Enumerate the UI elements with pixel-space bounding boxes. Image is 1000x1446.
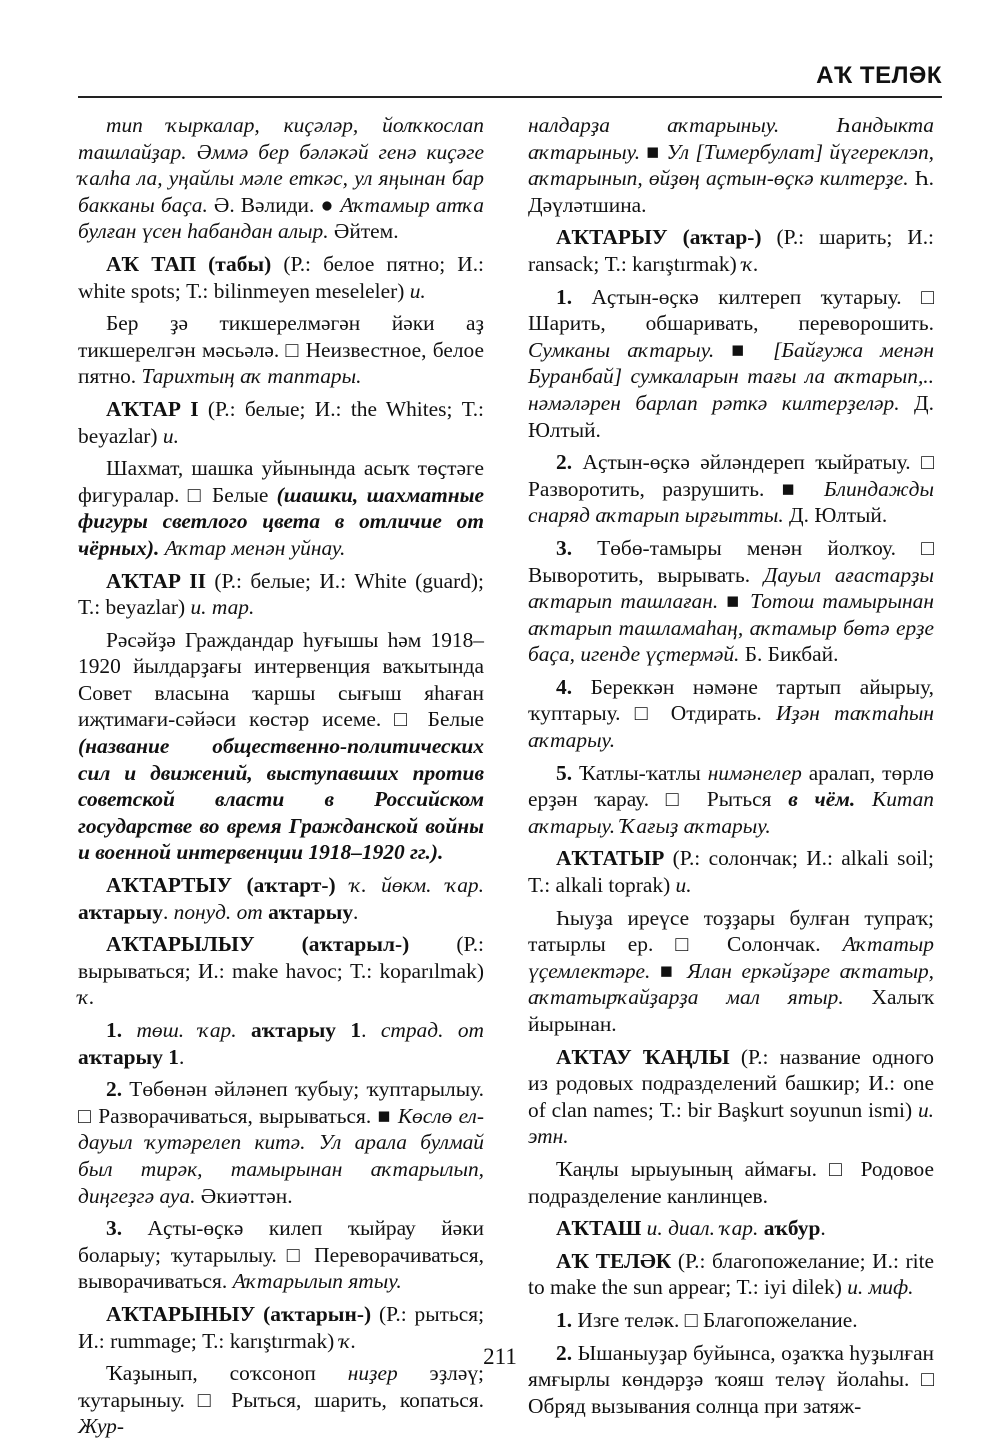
entry-text: и. [409, 278, 426, 303]
running-title: АҠ ТЕЛӘК [816, 62, 942, 89]
entry-text: Иҙән таҡтаһын аҡтарыу. [528, 701, 934, 753]
entry-text: ҡ. [78, 985, 95, 1010]
dictionary-entry [528, 1215, 934, 1242]
entry-text: 5. [556, 760, 579, 785]
entry-text: и. [675, 873, 692, 898]
entry-text: Әйтем. [328, 219, 399, 244]
entry-text: АҠТАРЫЛЫУ (аҡтарыл-) [106, 932, 410, 957]
entry-text: Шахмат, шашка уйынында асыҡ төҫтәге фигуралар. □ Белые [78, 456, 484, 507]
entry-text: . [361, 1018, 381, 1042]
entry-text: ■ [650, 958, 687, 983]
entry-text: (Р.: благопожелание; И.: rite to make the sun appear; Т.: iyi dilek) [528, 1248, 935, 1300]
entry-text: нимәнелер [707, 760, 802, 785]
dictionary-entry [528, 112, 934, 218]
dictionary-entry [528, 845, 934, 898]
entry-text: тип ҡыркалар, киҫәләр, йолҡкослап ташлайҙар. Әммә бер бәләкәй генә киҫәге ҡалһа ла, уңайлы мәле еткәс, ул яңынан бар бакканы баҫа. [78, 113, 484, 217]
entry-text: 1. [556, 284, 592, 309]
entry-text: АҠТАТЫР [556, 846, 665, 871]
entry-text: Блиндажды снаряд аҡтарып ырғытты. [528, 476, 934, 528]
entry-text: понуд. от [173, 899, 263, 924]
entry-text: Ҡатлы-ҡатлы [578, 760, 708, 785]
dictionary-entry [78, 931, 484, 1011]
dictionary-entry [528, 1044, 934, 1150]
entry-text: и. [162, 423, 179, 448]
entry-text: (Р.: белое пятно; И.: white spots; Т.: bilinmeyen meseleler) [78, 251, 484, 303]
dictionary-entry [78, 455, 484, 561]
entry-text: 1. [106, 1018, 137, 1042]
entry-text: ҡ. [339, 1328, 357, 1353]
entry-text: эҙләү; ҡутарыныу. □ Рыться, шарить, копаться. [78, 1361, 484, 1412]
entry-text: [Байғужа менән Буранбай] сумкаларын тағы ла аҡтарып,.. нәмәләрен барлап рәткә килтерҙеләр. [528, 337, 934, 415]
entry-text: АҠТАШ [556, 1216, 642, 1241]
entry-text: Аҡтарылып ятыу. [232, 1269, 402, 1294]
entry-text: ■ [640, 139, 667, 164]
entry-text: (Р.: шарить; И.: ransack; Т.: karıştırmak) [528, 225, 934, 276]
entry-text: Рәсәйҙә Граждандар һуғышы һәм 1918–1920 йылдарҙағы интервенция ваҡытында Совет власына ҡаршы сығыш яһаған иҗтимағи-сәйәси көстәр исеме. □ Белые [78, 627, 484, 732]
entry-text: . [162, 899, 174, 924]
page-number: 211 [483, 1344, 517, 1369]
entry-text: ■ [714, 337, 774, 362]
entry-text: (название общественно-политических сил и движений, выступавших против советской власти в Российском государстве во время Гражданской войны и военной интервенции 1918–1920 гг.). [78, 734, 484, 865]
dictionary-entry [78, 251, 484, 304]
dictionary-entry [78, 1360, 484, 1440]
dictionary-entry [528, 1248, 934, 1301]
entry-text: Көслө ел-дауыл ҡутәрелеп китә. Ул арала булмай был тирәк, тамырынан аҡтарылып, диңгеҙгә ауа. [78, 1103, 484, 1208]
entry-text: Сумканы аҡтарыу. [528, 337, 715, 362]
entry-text: АҠТАРЫНЫУ (аҡтарын-) [106, 1301, 372, 1326]
entry-text: (Р.: рыться; И.: rummage; Т.: karıştırmak) [78, 1301, 485, 1353]
entry-text: 3. [556, 535, 598, 560]
dictionary-entry [528, 1156, 934, 1209]
dictionary-entry [78, 310, 484, 390]
entry-text: Аҡтамыр атҡа булған үсен һабандан алыр. [78, 192, 484, 244]
dictionary-entry [78, 396, 484, 449]
entry-text: Д. Юлтый. [528, 390, 934, 442]
entry-text: Аҫтын-өҫкә килтереп ҡутарыу. □ Шарить, обшаривать, переворошить. [528, 284, 934, 336]
dictionary-entry [528, 905, 934, 1038]
dictionary-entry [78, 568, 484, 621]
dictionary-entry [528, 224, 934, 277]
entry-text: Ялан еркәйҙәре аҡтатыр, аҡтатырҡайҙарҙа мал ятыр. [528, 958, 934, 1010]
entry-text [237, 1018, 251, 1042]
dictionary-entry [78, 112, 484, 245]
entry-text: Д. Юлтый. [783, 503, 888, 528]
entry-text: АҠТАРТЫУ (аҡтарт-) [106, 873, 336, 898]
entry-text: (шашки, шахматные фигуры светлого цвета в отличие от чёрных). [78, 482, 484, 560]
entry-text: 2. [556, 1340, 578, 1365]
entry-text: Төбөнән әйләнеп ҡубыу; ҡуптарылыу. □ Разворачиваться, вырываться. ■ [78, 1077, 484, 1128]
entry-text: ҡ. [742, 251, 759, 276]
dictionary-entry [78, 1017, 484, 1070]
entry-text: Ул [Тимербулат] йүгереклэп, аҡтарынып, өйҙөң аҫтын-өҫкә килтерҙе. [528, 139, 934, 191]
entry-text: (Р.: название одного из родовых подразделений башкир; И.: one of clan names; Т.: bir Başkurt soyunun ismi) [528, 1044, 934, 1122]
left-column [78, 112, 484, 1446]
entry-text: (Р.: белые; И.: White (guard); Т.: beyazlar) [78, 568, 484, 620]
entry-text: төш. ҡар. [136, 1018, 237, 1042]
entry-text: и. тар. [190, 595, 255, 620]
entry-text: АҠ ТЕЛӘК [556, 1248, 672, 1273]
entry-text: аралап, төрлө ерҙән ҡарау. □ Рыться [528, 760, 934, 812]
entry-text: (Р.: белые; И.: the Whites; Т.: beyazlar) [78, 396, 484, 448]
entry-text: аҡбур [763, 1216, 821, 1241]
dictionary-entry [78, 1215, 484, 1295]
entry-text: в чём. [788, 787, 856, 812]
entry-text: Һыуҙа иреүсе тоҙҙары булған тупраҡ; татырлы ер. □ Солончак. [528, 905, 934, 957]
entry-text: Бер ҙә тикшерелмәгән йәки аҙ тикшерелгән мәсьәлә. □ Неизвестное, белое пятно. [78, 311, 484, 389]
entry-text: Тотош тамырынан аҡтарып ташламаһаң, аҡтамыр бөтә ерҙе баҫа, игенде үҫтермәй. [528, 589, 934, 667]
entry-text: аҡтарыу 1 [78, 1044, 179, 1069]
entry-text: 3. [106, 1216, 148, 1241]
entry-text: Халыҡ йырынан. [528, 985, 934, 1036]
entry-text: АҠТАР I [106, 396, 199, 421]
entry-text: (Р.: вырываться; И.: make havoc; Т.: koparılmak) [78, 932, 484, 983]
entry-text: Аҡтар менән уйнау. [159, 535, 346, 560]
entry-text: Тарихтың аҡ таптары. [141, 364, 362, 389]
entry-text: Жур- [78, 1414, 124, 1439]
entry-text: АҠ ТАП (табы) [106, 251, 272, 276]
right-column [528, 112, 934, 1425]
entry-text: ҡ. йөкм. ҡар. [350, 873, 484, 898]
entry-text: Төбө-тамыры менән йолҡоу. □ Выворотить, вырывать. [528, 535, 934, 587]
entry-text: Ҡаҙынып, соҡсоноп [106, 1361, 348, 1386]
entry-text: Аҫтын-өҫкә әйләндереп ҡыйратыу. □ Разворотить, разрушить. ■ [528, 450, 934, 501]
entry-text: (Р.: солончак; И.: alkali soil; Т.: alkali toprak) [528, 846, 934, 898]
dictionary-entry [528, 760, 934, 840]
entry-text: страд. от [380, 1018, 485, 1042]
entry-text: АҠТАР II [106, 568, 206, 593]
entry-text: налдарҙа аҡтарыныу. Һандыкта аҡтарыныу. [528, 113, 934, 164]
dictionary-entry [78, 627, 484, 866]
entry-text: 4. [556, 674, 591, 699]
entry-text: аҡтарыу [78, 899, 163, 924]
entry-text: Береккән нәмәне тартып айырыу, ҡуптарыу. □ Отдирать. [528, 674, 934, 726]
entry-text: ■ [718, 589, 751, 614]
entry-text: ниҙер [347, 1361, 398, 1386]
entry-text: и. миф. [847, 1275, 914, 1300]
dictionary-entry [78, 872, 484, 925]
entry-text: Аҡтатыр үҫемлектәре. [528, 932, 934, 983]
dictionary-entry [528, 535, 934, 668]
entry-text: Изге теләк. □ Благопожелание. [577, 1307, 858, 1332]
running-header [78, 62, 942, 98]
entry-text: АҠТАУ ҠАҢЛЫ [556, 1044, 730, 1069]
entry-text: 2. [106, 1077, 130, 1102]
entry-text: Б. Бикбай. [739, 642, 839, 667]
dictionary-entry [528, 674, 934, 754]
entry-text: ● [320, 192, 341, 217]
entry-text: АҠТАРЫУ (аҡтар-) [556, 225, 762, 250]
entry-text: Дауыл ағастарҙы аҡтарып ташлаған. [528, 562, 934, 614]
entry-text: . [178, 1044, 185, 1069]
entry-text [336, 873, 350, 897]
entry-text: и. этн. [528, 1097, 934, 1149]
entry-text: . [353, 899, 359, 924]
dictionary-entry [528, 1307, 934, 1334]
entry-text: и. диал. ҡар. [646, 1216, 759, 1241]
entry-text: . [820, 1216, 826, 1241]
entry-text: Ә. Вәлиди. [207, 192, 321, 217]
entry-text: Һ. Дәүләтшина. [528, 166, 934, 217]
entry-text: Ышаныуҙар буйынса, оҙаҡҡа һуҙылған ямғырлы көндәрҙә ҡояш теләү йолаһы. □ Обряд вызывания солнца при затяж- [528, 1340, 935, 1418]
dictionary-entry [528, 284, 934, 444]
dictionary-entry [78, 1076, 484, 1209]
entry-text: аҡтарыу 1 [251, 1018, 362, 1042]
entry-text: 2. [556, 450, 583, 475]
entry-text: аҡтарыу [268, 899, 354, 924]
entry-text [855, 787, 872, 811]
entry-text: Ҡаңлы ырыуының аймағы. □ Родовое подразделение канлинцев. [528, 1156, 934, 1208]
dictionary-entry [528, 449, 934, 529]
entry-text: Аҫты-өҫкә килеп ҡыйрау йәки боларыу; ҡутарылыу. □ Переворачиваться, выворачиваться. [78, 1216, 485, 1294]
entry-text: 1. [556, 1307, 578, 1332]
entry-text: Әкиәттән. [195, 1183, 293, 1208]
entry-text: Китап аҡтарыу. Ҡағыҙ аҡтарыу. [528, 787, 934, 838]
